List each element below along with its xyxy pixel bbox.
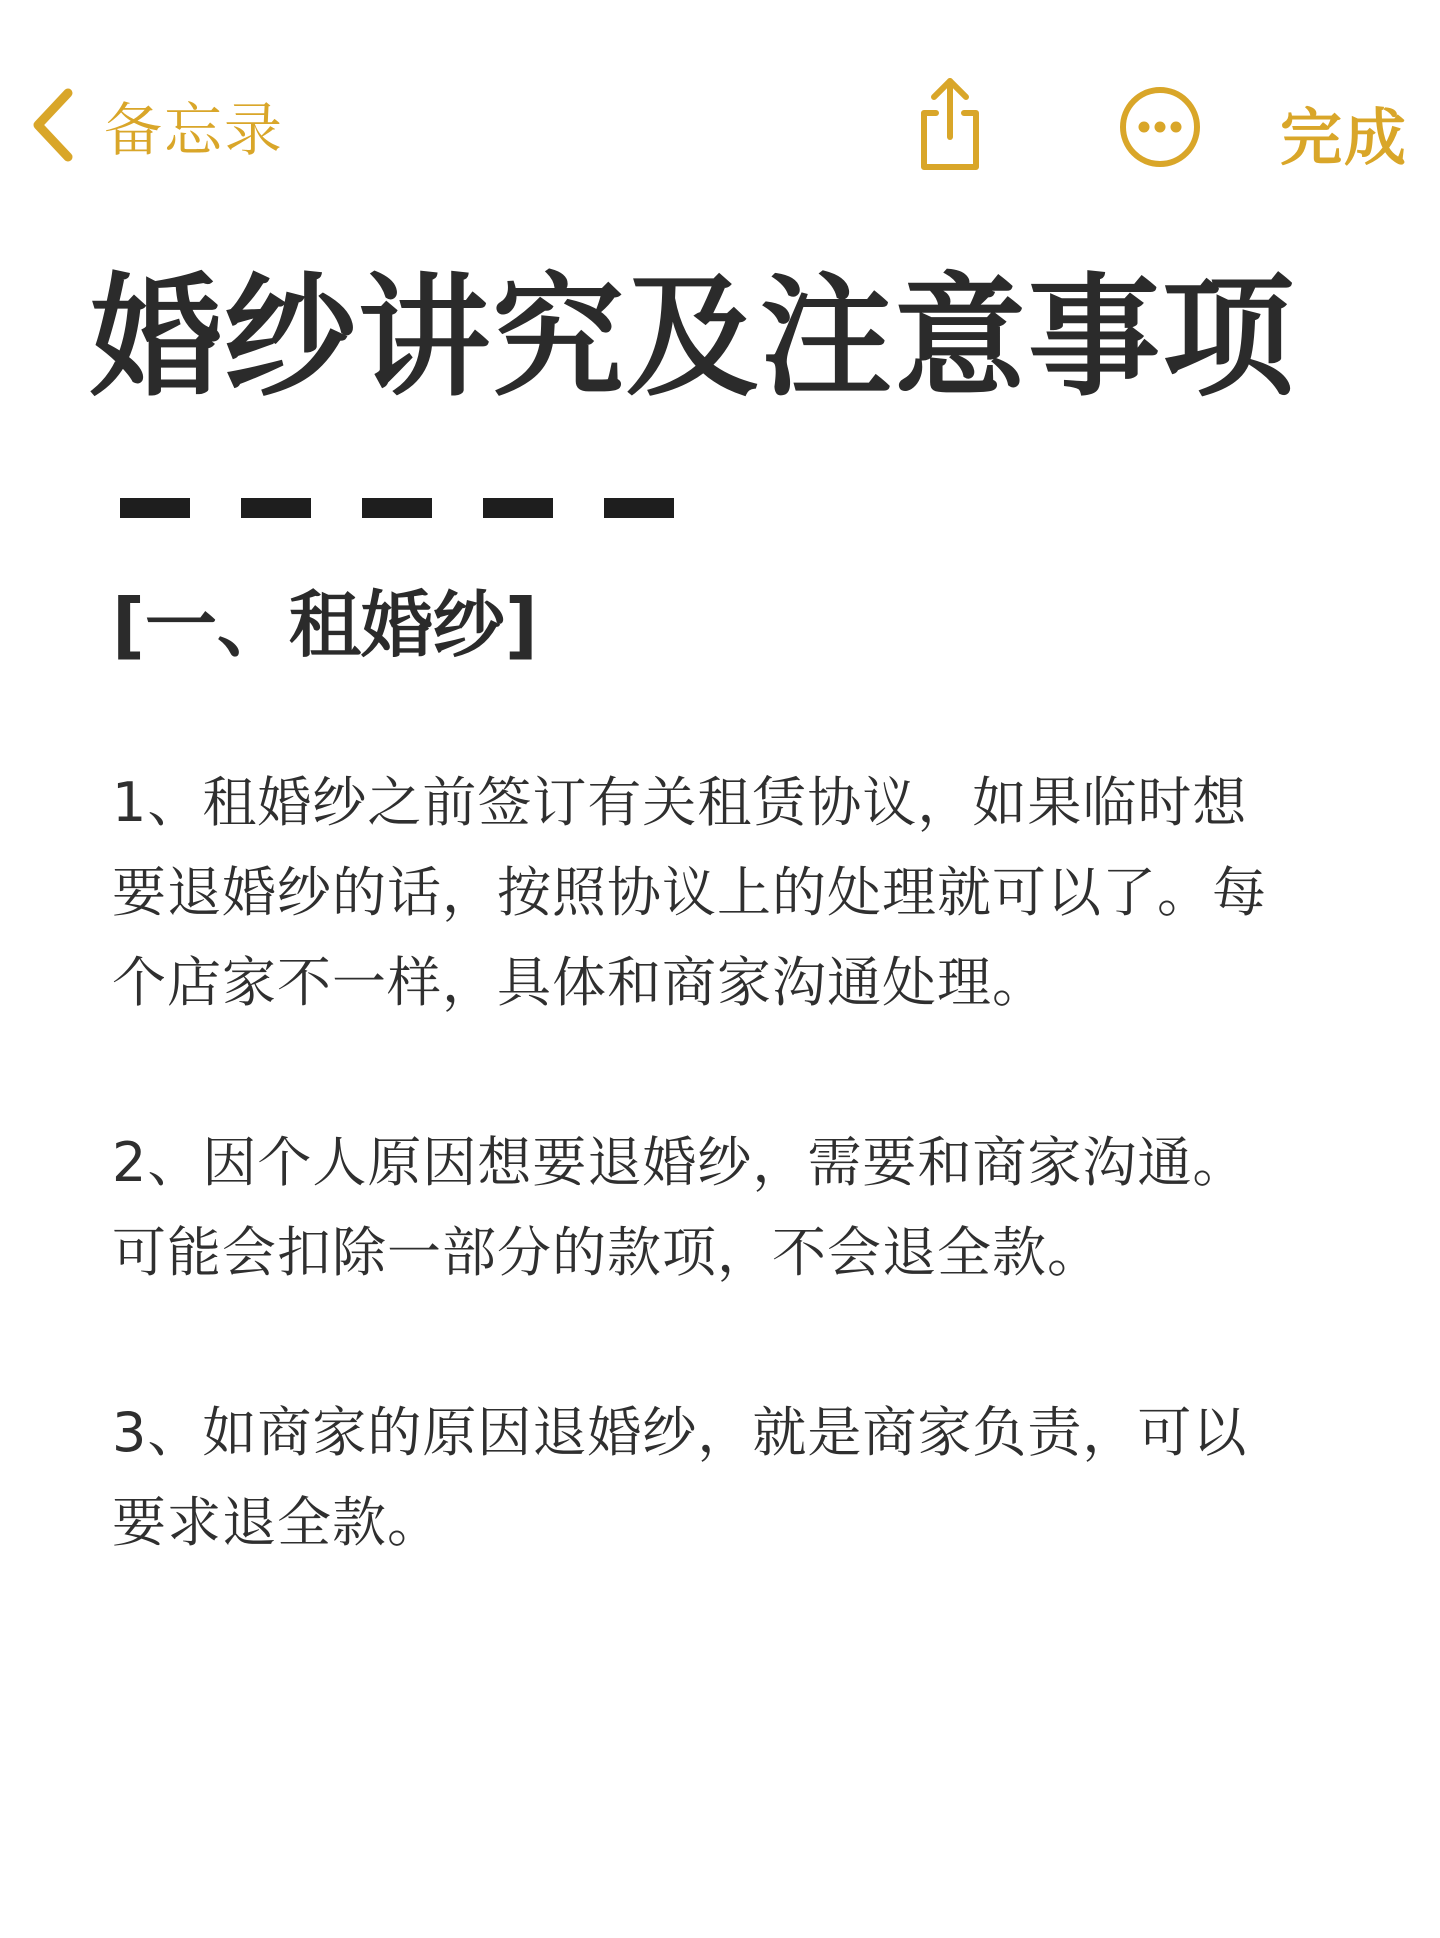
paragraph-line: 2、因个人原因想要退婚纱，需要和商家沟通。 <box>112 1131 1248 1194</box>
divider-dash <box>483 498 553 518</box>
back-button[interactable] <box>30 85 284 165</box>
share-button[interactable] <box>910 75 990 175</box>
done-button[interactable]: 完成 <box>1280 101 1409 174</box>
note-paragraph-2 <box>112 1118 1352 1298</box>
navigation-bar <box>0 0 1440 240</box>
more-icon <box>1118 85 1202 169</box>
paragraph-line: 1、租婚纱之前签订有关租赁协议，如果临时想 <box>112 771 1248 834</box>
divider-dash <box>362 498 432 518</box>
more-button[interactable] <box>1118 85 1202 169</box>
paragraph-line: 可能会扣除一部分的款项，不会退全款。 <box>112 1221 1102 1284</box>
share-icon <box>910 75 990 175</box>
chevron-left-icon <box>30 87 74 163</box>
divider-dash <box>604 498 674 518</box>
paragraph-line: 个店家不一样，具体和商家沟通处理。 <box>112 951 1047 1014</box>
section-heading: [一、租婚纱] <box>112 583 538 667</box>
note-paragraph-3 <box>112 1388 1352 1568</box>
paragraph-line: 要求退全款。 <box>112 1491 442 1554</box>
paragraph-line: 要退婚纱的话，按照协议上的处理就可以了。每 <box>112 861 1267 924</box>
note-title: 婚纱讲究及注意事项 <box>90 261 1296 415</box>
title-divider <box>120 498 725 518</box>
paragraph-line: 3、如商家的原因退婚纱，就是商家负责，可以 <box>112 1401 1248 1464</box>
back-label: 备忘录 <box>104 96 285 164</box>
note-paragraph-1 <box>112 758 1352 1028</box>
divider-dash <box>241 498 311 518</box>
divider-dash <box>120 498 190 518</box>
